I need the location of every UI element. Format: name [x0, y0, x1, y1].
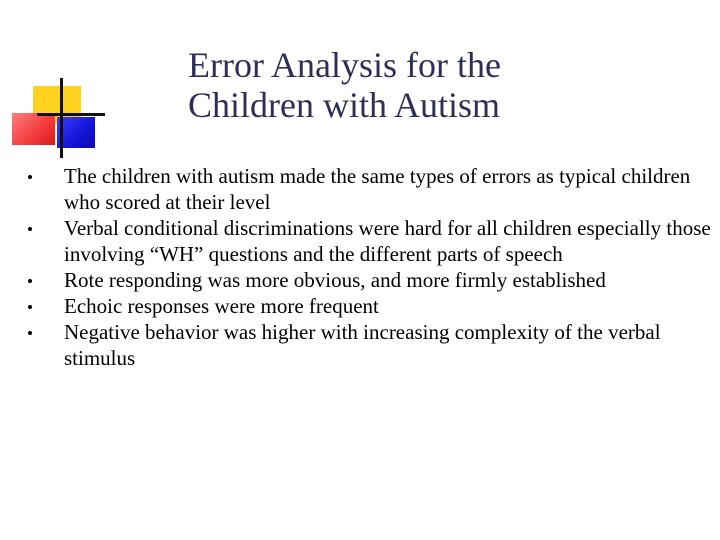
bullet-dot-icon: [28, 227, 32, 231]
bullet-dot-icon: [28, 305, 32, 309]
bullet-text: Negative behavior was higher with increasing complexity of the verbal stimulus: [64, 320, 661, 370]
bullet-list: [28, 163, 711, 371]
bullet-item: [28, 215, 711, 267]
bullet-item: [28, 267, 708, 293]
bullet-item: [28, 319, 708, 371]
bullet-item: [28, 163, 708, 215]
decorative-logo: [0, 0, 110, 170]
bullet-text: Rote responding was more obvious, and more firmly established: [64, 268, 606, 292]
bullet-text: Verbal conditional discriminations were hard for all children especially those involving “WH” questions and the different parts of speech: [64, 216, 711, 266]
logo-horizontal-line: [37, 113, 105, 116]
slide-title-line-1: Error Analysis for the: [188, 45, 501, 85]
bullet-dot-icon: [28, 279, 32, 283]
bullet-text: The children with autism made the same types of errors as typical children who scored at their level: [64, 164, 691, 214]
slide-title-line-2: Children with Autism: [188, 85, 501, 125]
slide-title: [188, 45, 608, 125]
bullet-dot-icon: [28, 331, 32, 335]
bullet-dot-icon: [28, 175, 32, 179]
logo-red-square: [12, 113, 55, 145]
bullet-item: [28, 293, 708, 319]
bullet-text: Echoic responses were more frequent: [64, 294, 379, 318]
logo-vertical-line: [60, 78, 63, 158]
